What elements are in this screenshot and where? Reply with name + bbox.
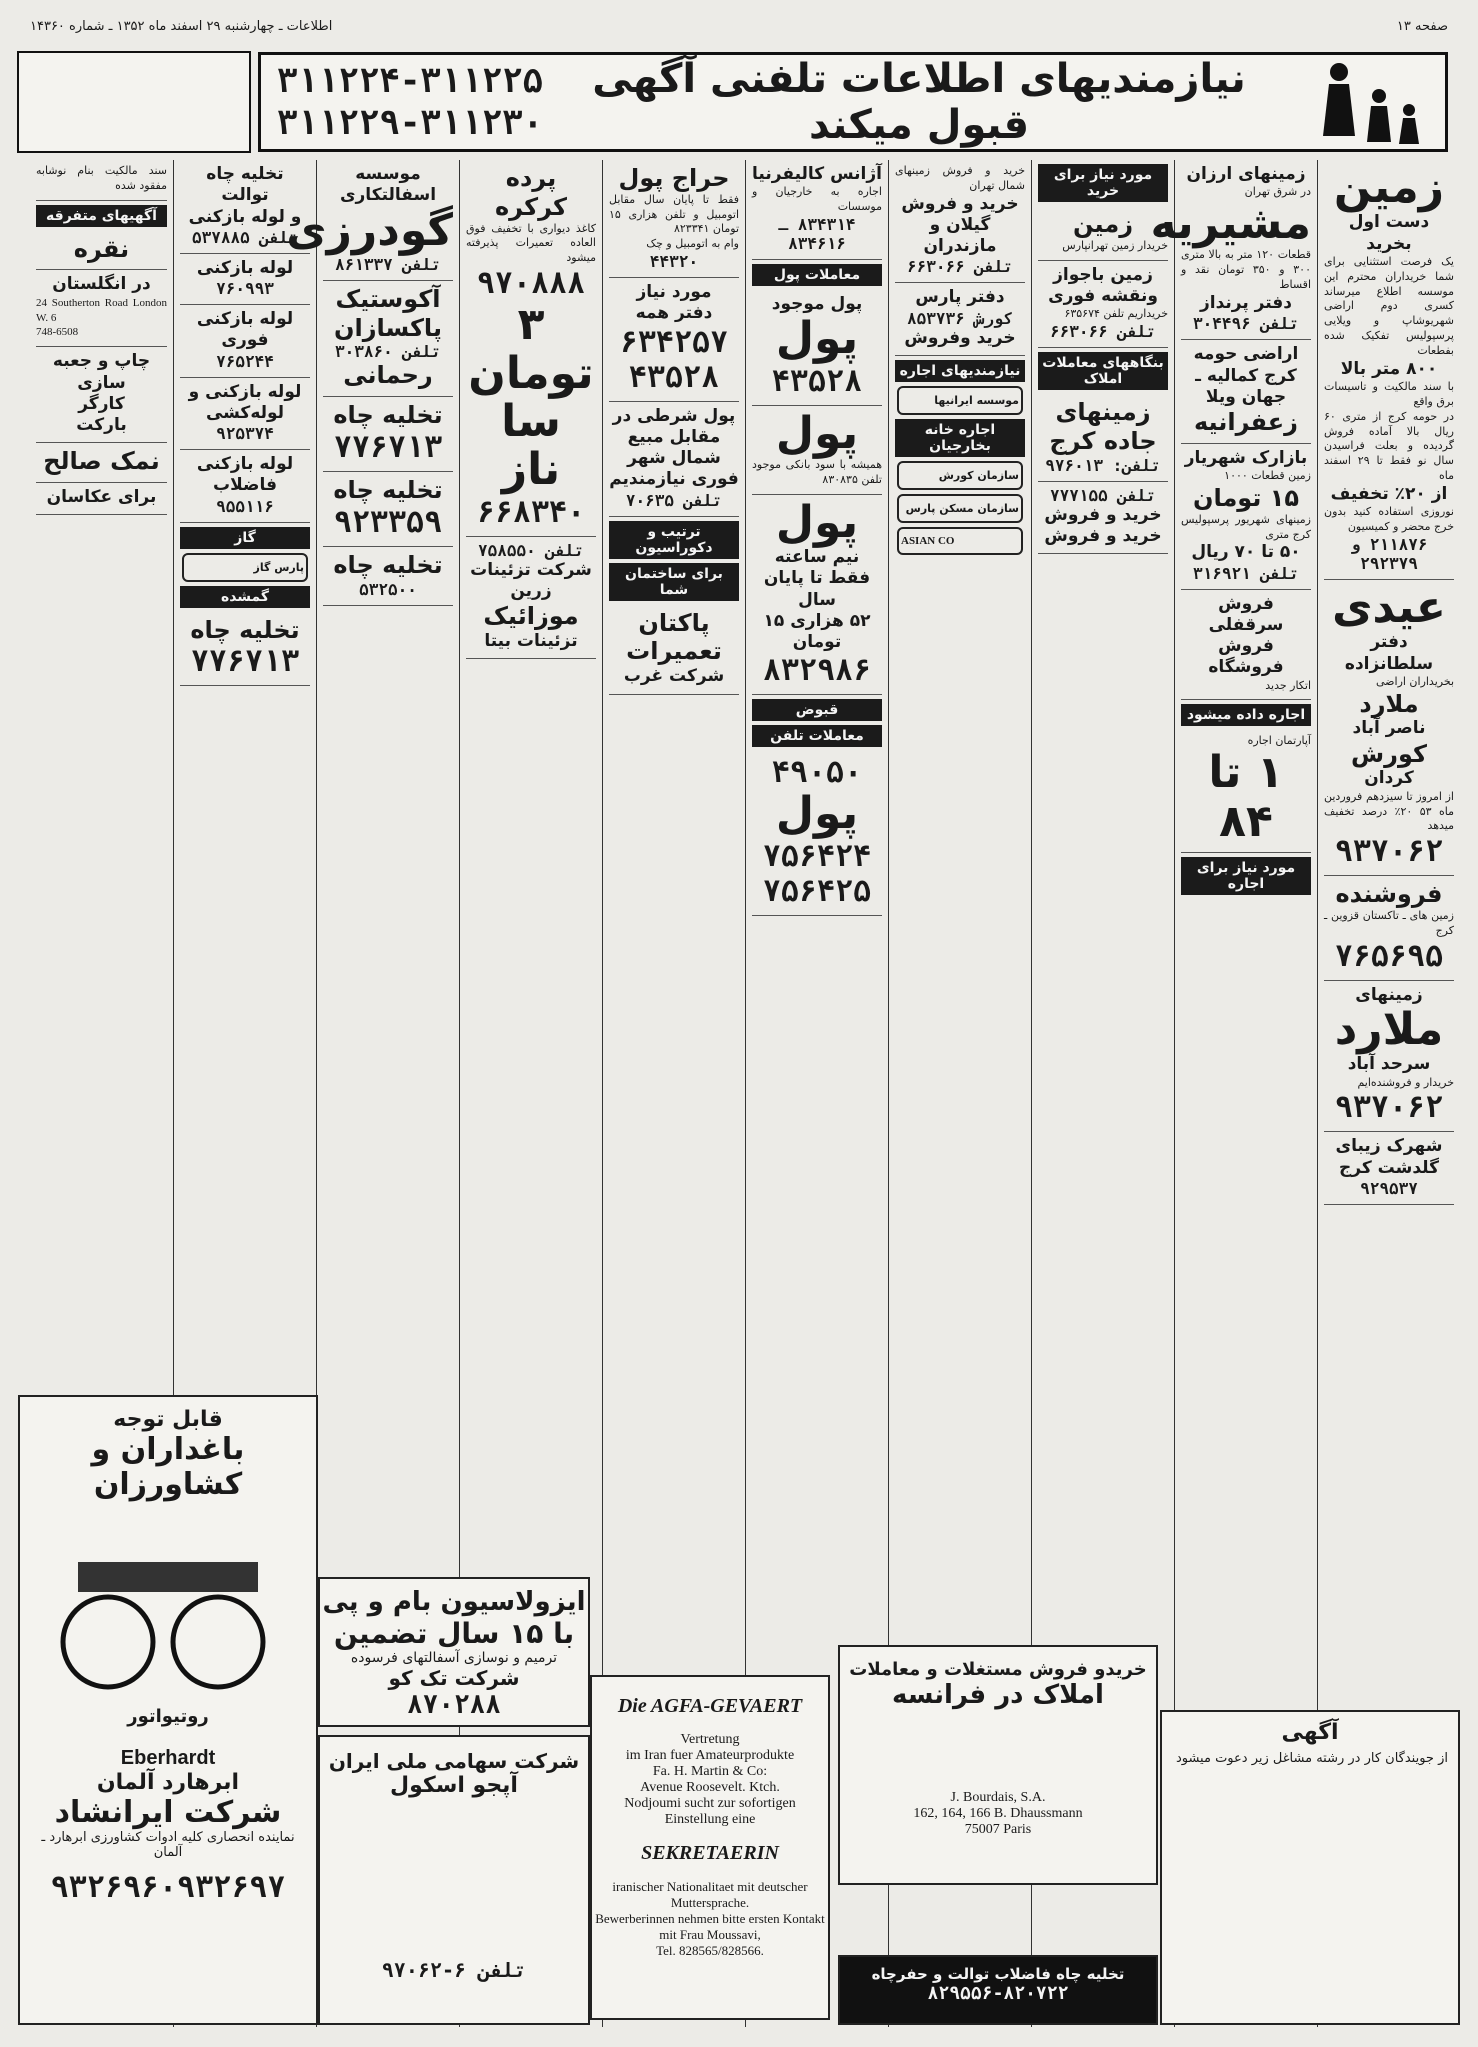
ad-heading: با ۱۵ سال تضمین	[333, 1617, 575, 1650]
ad-apju	[318, 1735, 590, 2025]
ad-heading: خرید و فروش	[1044, 504, 1162, 525]
ad-money-auction	[609, 160, 739, 278]
ad-well-4	[180, 612, 310, 687]
ad-phone: ۴۹۰۵۰	[771, 755, 863, 791]
ad-heading: بارکت	[76, 415, 127, 436]
ad-heading: باغداران و کشاورزان	[91, 1432, 245, 1502]
ad-price: ۳ تومان	[468, 299, 594, 399]
ad-moshirieh	[1150, 160, 1312, 340]
ad-text: بخریداران اراضی	[1376, 674, 1454, 688]
ad-seller	[1324, 876, 1454, 980]
ad-phone: ۷۵۶۴۲۵	[762, 873, 872, 909]
section-header: نیازمندیهای اجاره	[895, 360, 1025, 382]
ad-heading: پول شرطی در مقابل مبیع شمال شهر فوری نیازمندیم	[609, 405, 739, 490]
ad-heading: لوله بازکنی	[196, 257, 294, 278]
ad-heading: تزئینات بیتا	[484, 630, 578, 651]
ad-heading: نیم ساعته	[774, 547, 860, 568]
ad-heading: کارگر	[78, 393, 125, 414]
section-header: اجاره داده میشود	[1181, 704, 1311, 726]
ad-text: خریداریم تلفن ۶۳۵۶۷۴	[1064, 307, 1168, 321]
ad-heading: بازارک شهریار	[1184, 447, 1308, 468]
ad-heading: خرید و فروش	[901, 193, 1019, 214]
banner-phones-a: ۳۱۱۲۲۴-۳۱۱۲۲۵	[277, 61, 544, 101]
ad-text: از امروز تا سیزدهم فروردین ماه ۵۳ ۲۰٪ درصد تخفیف میدهد	[1324, 789, 1454, 833]
ad-heading: موسسه اسفالتکاری	[339, 164, 437, 206]
stamp-ad: سازمان کورش	[897, 461, 1023, 490]
ad-area: ۸۰۰ متر بالا	[1340, 358, 1438, 379]
ad-heading: نقره	[73, 234, 130, 263]
ad-text: یک فرصت استثنایی برای شما خریداران محترم این موسسه اطلاع میرساند کسری دوم اراضی شهریوشاپ و ویلایی پرسپولیس تفکیک شده بفطعات	[1324, 254, 1454, 357]
ad-karaj-road	[1038, 394, 1168, 482]
ad-place: کردان	[1364, 768, 1414, 789]
section-header: گمشده	[180, 586, 310, 608]
ad-heading: پول	[775, 313, 859, 365]
ad-heading: پول	[775, 788, 859, 840]
ad-heading: لوله بازکنی و لوله‌کشی	[188, 381, 302, 423]
section-header: مورد نیاز برای خرید	[1038, 164, 1168, 202]
ad-text: نماینده انحصاری کلیه ادوات کشاورزی ابرهارد ـ آلمان	[41, 1830, 295, 1860]
ad-land-firsthand	[1324, 160, 1454, 580]
ad-well-1	[323, 397, 453, 472]
ad-place: کورش	[1351, 739, 1427, 768]
ad-heading: پول	[775, 407, 859, 459]
ad-place: ملارد	[1334, 1003, 1444, 1055]
banner-title: نیازمندیهای اطلاعات تلفنی آگهی قبول میکند	[592, 56, 1246, 148]
ad-phone-trade	[752, 751, 882, 915]
section-header: آگهیهای متفرقه	[36, 205, 167, 227]
ad-place: جاده کرج	[1049, 426, 1157, 455]
page-number: صفحه ۱۳	[1396, 18, 1448, 34]
ad-heading: شرکت تک کو	[388, 1666, 520, 1690]
ad-phone: تلفن ۳۰۳۸۶۰	[335, 342, 441, 362]
ad-heading: تخلیه چاه توالت	[206, 164, 284, 206]
ad-phone: ۷۶۵۲۴۴	[216, 351, 274, 371]
masthead-decoration	[18, 52, 250, 152]
stamp-ad: موسسه ایرانیها	[897, 386, 1023, 415]
ad-pipe-2	[180, 254, 310, 305]
ad-place: گلدشت کرج	[1339, 1157, 1439, 1178]
ad-heading: شرکت ایرانشاد	[54, 1795, 282, 1830]
ad-phone: ۸۳۴۳۱۴ ـ ۸۳۴۶۱۶	[778, 214, 856, 253]
ad-heading: و لوله بازکنی	[188, 206, 302, 227]
ad-land-permit	[1038, 261, 1168, 348]
ad-heading: شرکت تزئینات زرین	[470, 559, 592, 601]
ad-heading: عیدی	[1332, 581, 1446, 633]
ad-shop	[1181, 590, 1311, 701]
ad-text: آپارتمان اجاره	[1247, 734, 1311, 748]
ad-california	[752, 160, 882, 260]
agfa-logo: Die AGFA-GEVAERT	[617, 1695, 803, 1717]
ad-address: J. Bourdais, S.A.	[950, 1790, 1046, 1805]
ad-text: قطعات ۱۲۰ متر به بالا متری ۳۰۰ و ۳۵۰ تومان نقد و اقساط	[1181, 248, 1312, 292]
ad-heading: تخلیه چاه فاضلاب توالت و حفرچاه	[871, 1965, 1125, 1983]
ad-phone: 748-6508	[36, 326, 79, 339]
ad-heading: فروشنده	[1335, 880, 1443, 909]
ad-apartment	[1181, 730, 1311, 853]
ad-heading: ونقشه فوری	[1048, 285, 1158, 306]
ad-buysell	[1038, 482, 1168, 555]
ad-text: فقط تا پایان سال مقابل اتومبیل و تلفن هزاری ۱۵ تومان ۸۲۳۳۴۱	[609, 192, 739, 236]
ad-phone: تلفن ۶۶۳۰۶۶	[1050, 321, 1156, 341]
ad-acoustic	[323, 281, 453, 397]
ad-office: دفتر همه	[635, 303, 713, 324]
ad-place: گیلان و مازندران	[923, 214, 997, 257]
ad-england	[36, 270, 167, 347]
ad-mallard-lands	[1324, 981, 1454, 1133]
section-header: مورد نیاز برای اجاره	[1181, 857, 1311, 895]
ad-agfa-secretary	[590, 1675, 830, 2020]
ad-phone: ۷۶۵۶۹۵	[1334, 938, 1444, 974]
ad-heading: تخلیه چاه	[333, 401, 443, 430]
ad-zarin	[466, 537, 596, 660]
ad-salt	[36, 443, 167, 483]
ad-text: زمین های ـ تاکستان قزوین ـ کرج	[1324, 909, 1454, 937]
ad-phone: کورش ۸۵۳۷۳۶	[907, 308, 1013, 328]
ad-photographers	[36, 483, 167, 515]
section-header: ترتیب و دکوراسیون	[609, 521, 739, 559]
ad-phone: ۴۴۳۲۰	[649, 252, 699, 272]
ad-text: در حومه کرج از متری ۶۰ ریال بالا آماده فروش گردیده و بعلت فراسیدن سال نو فقط تا ۲۹ اسفند ماه	[1324, 409, 1454, 483]
ad-address: 162, 164, 166 B. Dhaussmann	[913, 1806, 1083, 1821]
ad-money-halfhour	[752, 495, 882, 696]
ad-text: Nodjoumi sucht zur sofortigen	[624, 1796, 796, 1811]
ad-print	[36, 347, 167, 443]
ad-text: ترمیم و نوسازی آسفالتهای فرسوده	[350, 1650, 558, 1666]
ad-pipe-5	[180, 450, 310, 523]
ad-pipe-3	[180, 305, 310, 378]
ad-land-buyer	[1038, 206, 1168, 261]
ad-phone: ۷۷۶۷۱۳	[190, 644, 300, 680]
ad-heading: ایزولاسیون بام و پی	[322, 1587, 586, 1617]
ad-heading: تعمیرات	[626, 637, 722, 666]
ad-pakatan	[609, 605, 739, 695]
ad-text: با سند مالکیت و تاسیسات برق واقع	[1324, 380, 1454, 408]
ad-well-3	[323, 547, 453, 606]
ad-phone: ۹۳۷۰۶۲	[1334, 834, 1444, 870]
ad-phone: تلفن ۷۷۷۱۵۵	[1050, 485, 1156, 505]
ad-address: 24 Southerton Road London W. 6	[36, 296, 167, 324]
ad-heading: شهرک زیبای	[1335, 1136, 1443, 1157]
ad-phone: ۷۵۶۴۲۴	[762, 838, 872, 874]
ad-text: Avenue Roosevelt. Ktch.	[640, 1780, 780, 1795]
family-silhouette-icon	[1309, 58, 1429, 146]
ad-phone: ۹۳۷۰۶۲	[1334, 1090, 1444, 1126]
ad-heading: زمینهای	[1355, 984, 1423, 1005]
ad-heading: گودرزی	[286, 204, 453, 256]
ad-conditional-money	[609, 402, 739, 517]
ad-text: اتکار جدید	[1265, 678, 1311, 692]
ad-phone: ۸۲۹۵۵۶-۸۲۰۷۲۲	[927, 1983, 1069, 2004]
ad-heading: زمین باجواز	[1053, 264, 1153, 285]
ad-text: زمین قطعات ۱۰۰۰	[1224, 469, 1311, 483]
ad-france-realestate	[838, 1645, 1158, 1885]
ad-heading: پرده کرکره	[495, 164, 567, 221]
ad-heading: اراضی حومه کرج کمالیه ـ جهان ویلا	[1193, 344, 1299, 407]
ad-heading: لوله بازکنی فاضلاب	[196, 454, 294, 496]
ad-text: ۵۲ هزاری ۱۵ تومان	[763, 610, 871, 653]
ad-north-tehran	[895, 160, 1025, 283]
stamp-ad: سازمان مسکن پارس	[897, 494, 1023, 523]
section-header: معاملات تلفن	[752, 725, 882, 747]
ad-heading: پاکتان	[638, 608, 710, 637]
ad-insulation	[318, 1577, 590, 1727]
ad-text: فقط تا پایان سال	[763, 568, 871, 610]
section-header: قبوض	[752, 699, 882, 721]
ad-phone: ۹۲۹۵۳۷	[1360, 1178, 1418, 1198]
section-header: اجاره خانه بخارجیان	[895, 419, 1025, 457]
classifieds-banner	[258, 52, 1448, 152]
ad-heading: سا ناز	[501, 395, 561, 496]
banner-phones-b: ۳۱۱۲۲۹-۳۱۱۲۳۰	[277, 103, 544, 143]
ad-text: Fa. H. Martin & Co:	[652, 1764, 768, 1779]
ad-text: همیشه با سود بانکی موجود تلفن ۸۳۰۸۳۵	[752, 457, 882, 486]
ad-phone: ۶۳۴۲۵۷	[619, 324, 729, 360]
ad-text: Einstellung eine	[664, 1812, 756, 1827]
ad-phone: ۷۷۶۷۱۳	[333, 430, 443, 466]
ad-phone: تلفن: ۹۷۶۰۱۳	[1045, 455, 1161, 475]
ad-heading: خرید و فروش	[1044, 525, 1162, 546]
ad-eberhardt	[18, 1395, 318, 2025]
ad-heading: املاک در فرانسه	[892, 1680, 1104, 1710]
ad-phone: ۶۶۸۳۴۰	[476, 494, 586, 530]
ad-heading: زمین	[1072, 210, 1134, 238]
ad-karaj	[1181, 340, 1311, 444]
ad-text: خریدار زمین تهرانپارس	[1062, 238, 1168, 252]
section-header: گاز	[180, 527, 310, 549]
ad-text: زمینهای شهریور پرسپولیس کرج متری	[1181, 512, 1311, 541]
ad-heading: نمک صالح	[43, 447, 160, 476]
ad-pump	[838, 1955, 1158, 2025]
ad-heading: قابل توجه	[113, 1407, 223, 1432]
ad-text: Bewerberinnen nehmen bitte ersten Kontakt mit Frau Moussavi,	[595, 1911, 825, 1942]
ad-phone: تلفن ۵۳۷۸۸۵	[192, 227, 298, 247]
ad-price: ۵۰ تا ۷۰ ریال	[1191, 542, 1301, 563]
ad-place: ملارد	[1359, 689, 1419, 718]
ad-heading: فروش سرقفلی	[1208, 593, 1284, 635]
ad-heading: تخلیه چاه	[333, 476, 443, 505]
ad-heading: برای عکاسان	[46, 487, 157, 508]
ad-phone: تلفن ۷۵۸۵۵۰	[478, 540, 584, 560]
ad-text: im Iran fuer Amateurprodukte	[625, 1748, 795, 1763]
ad-place: ناصر آباد	[1352, 718, 1426, 739]
ad-text: خرید و فروش زمینهای شمال تهران	[895, 164, 1025, 192]
ad-text: در شرق تهران	[1244, 185, 1311, 199]
ad-heading: شرکت سهامی ملی ایران	[328, 1749, 580, 1773]
ad-heading: لوله بازکنی فوری	[196, 309, 294, 351]
ad-text: از جویندگان کار در رشته مشاغل زیر دعوت میشود	[1175, 1751, 1448, 1766]
ad-heading: پاکسازان	[334, 313, 442, 342]
ad-phone: تلفن ۸۶۱۳۳۷	[335, 254, 441, 274]
ad-heading: خرید وفروش	[904, 327, 1016, 348]
ad-heading: شرکت غرب	[623, 666, 725, 687]
ad-heading: ابرهارد آلمان	[96, 1770, 240, 1795]
ad-needed	[609, 278, 739, 402]
ad-heading: زمینهای	[1055, 397, 1151, 426]
mother-child-silhouette-icon	[18, 52, 250, 152]
ad-heading: پول موجود	[771, 293, 863, 314]
ad-heading: تخلیه چاه	[333, 550, 443, 579]
ad-phone: ۹۲۵۳۷۴	[216, 424, 274, 443]
ad-phone: ۴۳۵۲۸	[628, 359, 720, 395]
ad-phone: ۹۲۳۳۵۹	[333, 504, 443, 540]
ad-pars-office	[895, 283, 1025, 356]
ad-heading: پول	[775, 496, 859, 548]
section-header: معاملات پول	[752, 264, 882, 286]
ad-money-bank	[752, 406, 882, 495]
ad-phone: ۹۷۰۸۸۸	[476, 266, 586, 302]
ad-phone: ۹۳۲۶۹۶۰۹۳۲۶۹۷	[50, 1870, 286, 1905]
asian-co-stamp: ASIAN CO	[897, 527, 1023, 555]
ad-place: سرحد آباد	[1347, 1054, 1431, 1075]
ad-text: وام به اتومبیل و چک	[646, 237, 739, 251]
ad-label: روتیواتور	[127, 1706, 209, 1727]
ad-phone: Tel. 828565/828566.	[656, 1943, 764, 1958]
dateline: اطلاعات ـ چهارشنبه ۲۹ اسفند ماه ۱۳۵۲ ـ شماره ۱۴۳۶۰	[30, 18, 333, 34]
ad-place: زعفرانیه	[1193, 408, 1298, 437]
ad-text: خریدار و فروشنده‌ایم	[1357, 1075, 1454, 1089]
ad-office: دفتر سلطانزاده	[1344, 632, 1434, 674]
ad-phone: ۵۳۲۵۰۰	[359, 579, 417, 599]
banner-phone-numbers	[277, 60, 543, 144]
ad-lead: دست اول بخرید	[1348, 212, 1430, 254]
ad-phone: ۴۳۵۲۸	[771, 363, 863, 399]
ad-phone: ۸۷۰۲۸۸	[407, 1690, 501, 1720]
ad-discount: از ۲۰٪ تخفیف	[1330, 483, 1448, 504]
ad-heading: تخلیه چاه	[190, 615, 300, 644]
pars-gas-logo: پارس گاز	[182, 553, 308, 582]
ad-heading: آگهی	[1281, 1720, 1339, 1745]
ad-phone: ۱ تا ۸۴	[1208, 747, 1284, 847]
ad-phone: ۹۵۵۱۱۶	[216, 496, 274, 516]
ad-soltanzadeh	[1324, 580, 1454, 876]
ad-phone: تلفن ۳۰۴۴۹۶	[1193, 314, 1299, 334]
ad-heading: چاپ و جعبه سازی	[52, 351, 151, 393]
ad-heading: رحمانی	[343, 361, 433, 390]
ad-heading: خریدو فروش مستغلات و معاملات	[849, 1659, 1147, 1680]
ad-phone: تلفن ۶۶۳۰۶۶	[907, 257, 1013, 277]
ad-heading: آکوستیک	[335, 284, 441, 313]
ad-phone: ۸۳۲۹۸۶	[762, 653, 872, 689]
ad-place: مشیریه	[1150, 198, 1311, 250]
section-header: برای ساختمان شما	[609, 563, 739, 601]
ad-text: iranischer Nationalitaet mit deutscher Muttersprache.	[612, 1879, 808, 1910]
ad-heading: موزائیک	[483, 602, 579, 631]
ad-golsht	[1324, 1132, 1454, 1205]
ad-text: سند مالکیت بنام نوشابه مفقود شده	[36, 164, 167, 192]
ad-heading: فروش فروشگاه	[1208, 636, 1284, 678]
ad-phone: ۷۶۰۹۹۳	[216, 279, 274, 298]
ad-phone: ۲۱۱۸۷۶ و ۲۹۲۳۷۹	[1350, 534, 1428, 573]
ad-phone: تلفن ۷۰۶۳۵	[625, 490, 723, 510]
ad-heading: زمینهای ارزان	[1186, 164, 1306, 184]
ad-office: دفتر پرنداز	[1199, 293, 1293, 314]
ad-text: اجاره به خارجیان و موسسات	[752, 185, 882, 214]
ad-heading: زمین	[1333, 162, 1445, 213]
ad-text: نوروزی استفاده کنید بدون خرج محضر و کمیسیون	[1324, 505, 1454, 534]
ad-job-notice	[1160, 1710, 1460, 2025]
ad-text: Vertretung	[680, 1732, 740, 1747]
ad-lost-deed	[36, 160, 167, 201]
ad-heading: آژانس کالیفرنیا	[752, 164, 882, 184]
ad-text: کاغذ دیواری با تخفیف فوق العاده تعمیرات پذیرفته میشود	[466, 221, 596, 265]
ad-money-available	[752, 290, 882, 406]
ad-shahriar	[1181, 444, 1311, 590]
ad-heading: آپجو اسکول	[390, 1773, 518, 1798]
eberhardt-logo: Eberhardt	[120, 1747, 216, 1769]
ad-phone: تلفن ۳۱۶۹۲۱	[1193, 563, 1299, 583]
ad-address: 75007 Paris	[964, 1822, 1032, 1837]
ad-goodarzi	[286, 160, 453, 281]
ad-well-2	[323, 472, 453, 547]
ad-price: ۱۵ تومان	[1192, 483, 1300, 512]
ad-curtains	[466, 160, 596, 537]
ad-silver	[36, 231, 167, 271]
rotovator-illustration-icon	[38, 1532, 298, 1702]
ad-heading: حراج پول	[618, 164, 730, 192]
folio-line	[30, 16, 1448, 36]
ad-heading: SEKRETAERIN	[641, 1842, 779, 1864]
ad-phone: تلفن ۶-۹۷۰۶۲	[381, 1958, 527, 1982]
ad-heading: در انگلستان	[52, 274, 151, 295]
ad-office: دفتر پارس	[915, 287, 1005, 308]
section-header: بنگاههای معاملات املاک	[1038, 352, 1168, 390]
ad-heading: مورد نیاز	[636, 282, 712, 303]
ad-pipe-4	[180, 378, 310, 451]
